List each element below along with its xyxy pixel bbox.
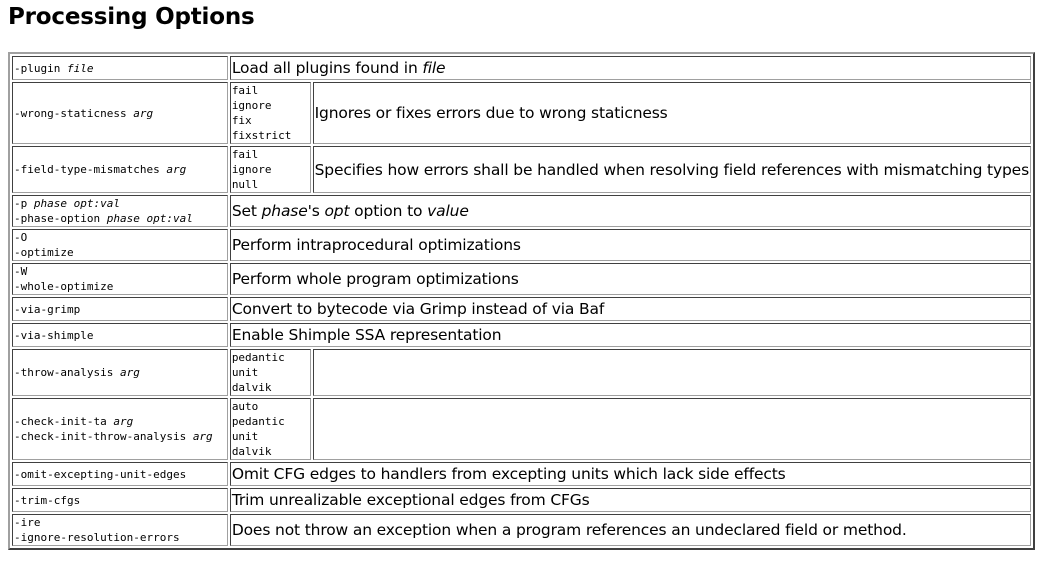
- option-argument: arg: [119, 366, 140, 379]
- option-line: [14, 196, 226, 211]
- option-name: -phase-option: [14, 212, 101, 225]
- option-name: -p: [14, 197, 28, 210]
- description-text: Trim unrealizable exceptional edges from CFGs: [231, 491, 590, 509]
- option-name: -wrong-staticness: [14, 106, 127, 120]
- table-row: [12, 146, 1031, 193]
- description-cell: [230, 263, 1031, 295]
- value-item: fail: [231, 148, 259, 161]
- value-item: dalvik: [231, 381, 272, 394]
- option-argument: arg: [113, 415, 134, 428]
- option-line: [14, 429, 226, 444]
- option-name: -whole-optimize: [14, 280, 114, 293]
- table-row: [12, 195, 1031, 227]
- option-cell: [12, 195, 228, 227]
- values-cell: [230, 146, 311, 193]
- table-row: [12, 349, 1031, 396]
- option-argument: phase opt:val: [33, 197, 120, 210]
- value-item: fail: [231, 84, 259, 97]
- value-item: unit: [231, 430, 259, 443]
- option-name: -optimize: [14, 246, 74, 259]
- option-cell: [12, 514, 228, 546]
- option-name: -omit-excepting-unit-edges: [14, 467, 187, 481]
- page-title: Processing Options: [8, 4, 255, 30]
- option-argument: file: [66, 61, 94, 75]
- option-line: [14, 230, 226, 245]
- description-cell: [230, 297, 1031, 321]
- option-cell: [12, 349, 228, 396]
- option-cell: [12, 263, 228, 295]
- description-cell: [230, 462, 1031, 486]
- description-text: Does not throw an exception when a program references an undeclared field or method.: [231, 521, 907, 539]
- option-name: -check-init-throw-analysis: [14, 430, 187, 443]
- description-text: Omit CFG edges to handlers from excepting units which lack side effects: [231, 465, 786, 483]
- option-line: [14, 530, 226, 545]
- option-name: -plugin: [14, 61, 61, 75]
- description-text: Ignores or fixes errors due to wrong staticness: [314, 104, 668, 122]
- table-row: [12, 229, 1031, 261]
- description-emphasis: value: [427, 202, 469, 220]
- option-line: [14, 515, 226, 530]
- description-cell: [230, 56, 1031, 80]
- value-item: auto: [231, 400, 259, 413]
- description-text: Load all plugins found in: [231, 59, 423, 77]
- option-cell: [12, 297, 228, 321]
- table-row: [12, 398, 1031, 460]
- value-item: ignore: [231, 163, 272, 176]
- values-cell: [230, 349, 311, 396]
- description-cell: [230, 488, 1031, 512]
- description-emphasis: opt: [324, 202, 350, 220]
- description-text: Specifies how errors shall be handled when resolving field references with mismatching types: [314, 160, 1029, 179]
- table-row: [12, 263, 1031, 295]
- option-line: [14, 328, 226, 343]
- table-row: [12, 82, 1031, 144]
- table-row: [12, 297, 1031, 321]
- option-line: [14, 61, 226, 76]
- description-emphasis: file: [422, 59, 446, 77]
- description-cell: [230, 323, 1031, 347]
- option-cell: [12, 398, 228, 460]
- option-line: [14, 302, 226, 317]
- description-text: Enable Shimple SSA representation: [231, 326, 502, 344]
- option-argument: arg: [133, 106, 154, 120]
- description-emphasis: phase: [261, 202, 308, 220]
- option-line: [14, 493, 226, 508]
- option-line: [14, 245, 226, 260]
- options-table: [8, 52, 1035, 550]
- option-cell: [12, 146, 228, 193]
- option-cell: [12, 323, 228, 347]
- description-cell: [313, 398, 1031, 460]
- value-item: unit: [231, 366, 259, 379]
- option-cell: [12, 488, 228, 512]
- option-argument: phase opt:val: [106, 212, 193, 225]
- option-name: -field-type-mismatches: [14, 163, 160, 176]
- value-item: pedantic: [231, 415, 285, 428]
- values-cell: [230, 82, 311, 144]
- value-item: null: [231, 178, 259, 191]
- option-argument: arg: [166, 163, 187, 176]
- description-text: Perform intraprocedural optimizations: [231, 236, 521, 254]
- table-row: [12, 514, 1031, 546]
- option-name: -check-init-ta: [14, 415, 107, 428]
- description-cell: [230, 195, 1031, 227]
- description-cell: [230, 229, 1031, 261]
- table-row: [12, 323, 1031, 347]
- description-text: Perform whole program optimizations: [231, 270, 519, 288]
- option-line: [14, 279, 226, 294]
- description-text: 's: [307, 202, 325, 220]
- value-item: fixstrict: [231, 129, 292, 142]
- option-line: [14, 365, 226, 380]
- option-cell: [12, 462, 228, 486]
- value-item: dalvik: [231, 445, 272, 458]
- option-name: -W: [14, 265, 28, 278]
- description-cell: [313, 349, 1031, 396]
- description-cell: [313, 146, 1031, 193]
- description-text: Set: [231, 202, 262, 220]
- option-line: [14, 467, 226, 482]
- option-name: -via-grimp: [14, 302, 81, 316]
- description-text: option to: [349, 202, 428, 220]
- option-line: [14, 162, 226, 177]
- option-line: [14, 106, 226, 121]
- value-item: pedantic: [231, 351, 285, 364]
- option-name: -ire: [14, 516, 41, 529]
- table-row: [12, 488, 1031, 512]
- table-row: [12, 56, 1031, 80]
- value-item: ignore: [231, 99, 272, 112]
- option-cell: [12, 229, 228, 261]
- option-name: -trim-cfgs: [14, 493, 81, 507]
- option-name: -throw-analysis: [14, 366, 114, 379]
- option-cell: [12, 82, 228, 144]
- description-cell: [230, 514, 1031, 546]
- option-line: [14, 264, 226, 279]
- option-name: -via-shimple: [14, 328, 94, 342]
- values-cell: [230, 398, 311, 460]
- option-line: [14, 211, 226, 226]
- option-name: -ignore-resolution-errors: [14, 531, 180, 544]
- option-name: -O: [14, 231, 28, 244]
- option-cell: [12, 56, 228, 80]
- value-item: fix: [231, 114, 252, 127]
- options-table-body: [12, 56, 1031, 546]
- description-text: Convert to bytecode via Grimp instead of via Baf: [231, 300, 605, 318]
- option-line: [14, 414, 226, 429]
- table-row: [12, 462, 1031, 486]
- option-argument: arg: [192, 430, 213, 443]
- description-cell: [313, 82, 1031, 144]
